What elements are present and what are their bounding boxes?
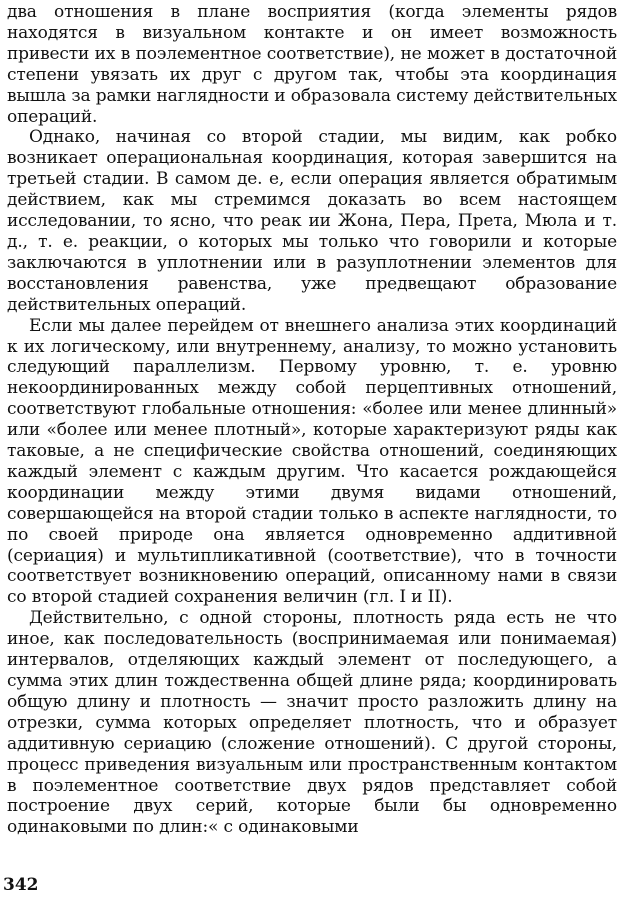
paragraph-density: Действительно, с одной стороны, плотность ряда есть не что иное, как последовательность (воспринимаемая или понимаемая) интервалов, отделяющих каждый элемент от последующего, а сумма этих длин тождественна общей длине ряда; координировать общую длину и плотность — значит просто разложить длину на отрезки, сумма которых определяет плотность, что и образует аддитивную сериацию (сложение отношений). С другой стороны, процесс приведения визуальным или пространственным контактом в поэлементное соответствие двух рядов представляет собой построение двух серий, которые были бы одновременно одинаковыми по длин:« с одинаковыми [7, 608, 617, 838]
page-number: 342 [3, 875, 39, 895]
paragraph-logical-analysis: Если мы далее перейдем от внешнего анализа этих координаций к их логическому, или внутреннему, анализу, то можно установить следующий параллелизм. Первому уровню, т. е. уровню некоординированных между собой перцептивных отношений, соответствуют глобальные отношения: «более или менее длинный» или «более или менее плотный», которые характеризуют ряды как таковые, а не специфические свойства отношений, соединяющих каждый элемент с каждым другим. Что касается рождающейся координации между этими двумя видами отношений, совершающейся на второй стадии только в аспекте наглядности, то по своей природе она является одновременно аддитивной (сериация) и мультипликативной (соответствие), что в точности соответствует возникновению операций, описанному нами в связи со второй стадией сохранения величин (гл. I и II). [7, 315, 617, 608]
document-page [7, 2, 617, 838]
paragraph-continuation: два отношения в плане восприятия (когда элементы рядов находятся в визуальном контакте и он имеет возможность привести их в поэлементное соответствие), не может в достаточной степени увязать их друг с другом так, чтобы эта координация вышла за рамки наглядности и образовала систему действительных операций. [7, 2, 617, 127]
paragraph-operational-coordination: Однако, начиная со второй стадии, мы видим, как робко возникает операциональная координация, которая завершится на третьей стадии. В самом де. е, если операция является обратимым действием, как мы стремимся доказать во всем настоящем исследовании, то ясно, что реак ии Жона, Пера, Прета, Мюла и т. д., т. е. реакции, о которых мы только что говорили и которые заключаются в уплотнении или в разуплотнении элементов для восстановления равенства, уже предвещают образование действительных операций. [7, 127, 617, 315]
